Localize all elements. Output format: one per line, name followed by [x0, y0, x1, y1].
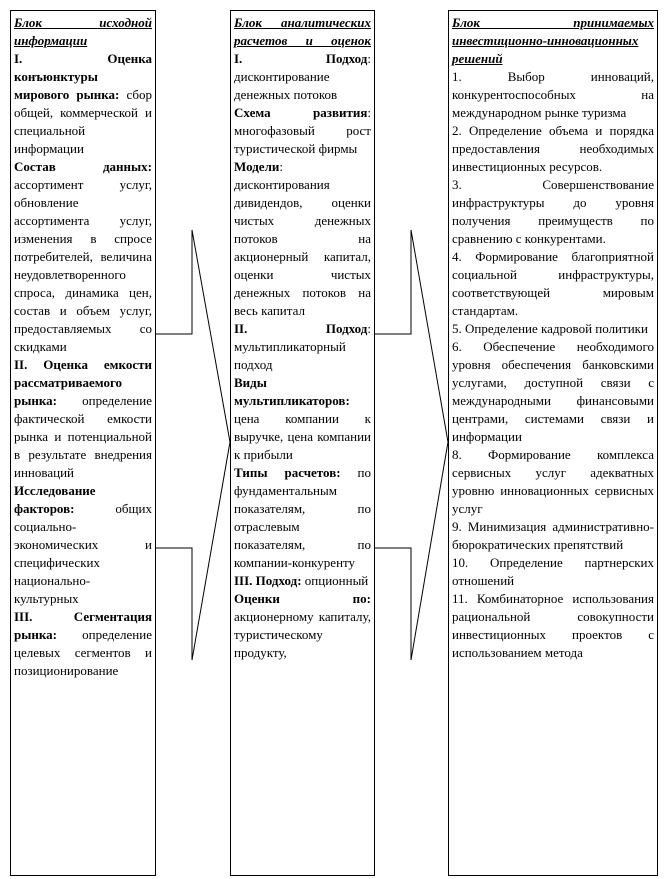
box3-item-4: 4. Формирование благоприятной социальной инфраструктуры, соответствующей мировым стандартам.: [452, 249, 654, 318]
connector-top-right: [375, 230, 448, 442]
connector-bottom-left: [156, 442, 230, 660]
source-info-title: Блок исходной информации: [14, 15, 152, 48]
box1-item-1: I. Оценка конъюнктуры мирового рынка: сбор общей, коммерческой и специальной информации: [14, 51, 152, 156]
box2-item-1: I. Подход: дисконтирование денежных потоков: [234, 51, 371, 102]
box3-item-1: 1. Выбор инноваций, конкурентоспособных на международном рынке туризма: [452, 69, 654, 120]
box2-item-4: II. Подход: мультипликаторный подход: [234, 321, 371, 372]
box1-item-3: II. Оценка емкости рассматриваемого рынка: определение фактической емкости рынка и потенциальной в результате внедрения инноваций: [14, 357, 152, 480]
box3-item-5: 5. Определение кадровой политики: [452, 321, 648, 336]
box3-item-9: 9. Минимизация административно-бюрократических препятствий: [452, 519, 654, 552]
box3-item-11: 11. Комбинаторное использования рациональной совокупности инвестиционных проектов с использованием метода: [452, 591, 654, 660]
box2-item-3: Модели: дисконтирования дивидендов, оценки чистых денежных потоков на акционерный капитал, оценки чистых денежных потоков на весь капитал: [234, 159, 371, 318]
box3-item-10: 10. Определение партнерских отношений: [452, 555, 654, 588]
box2-item-8: Оценки по: акционерному капиталу, туристическому продукту,: [234, 591, 371, 660]
box3-item-8: 8. Формирование комплекса сервисных услуг адекватных уровню инновационных сервисных услуг: [452, 447, 654, 516]
source-info-block: [10, 10, 156, 876]
decisions-block: [448, 10, 658, 876]
box2-item-6: Типы расчетов: по фундаментальным показателям, по отраслевым показателям, по компании-конкуренту: [234, 465, 371, 570]
box3-item-6: 6. Обеспечение необходимого уровня обеспечения банковскими услугами, доступной связи с международными финансовыми центрами, системами связи и информации: [452, 339, 654, 444]
box3-item-2: 2. Определение объема и порядка предоставления необходимых инвестиционных ресурсов.: [452, 123, 654, 174]
box1-item-4: Исследование факторов: общих социально-экономических и специфических национально-культурных: [14, 483, 152, 606]
box2-item-5: Виды мультипликаторов: цена компании к выручке, цена компании к прибыли: [234, 375, 371, 462]
box1-item-2: Состав данных: ассортимент услуг, обновление ассортимента услуг, изменения в спросе потребителей, величина неудовлетворенного спроса, динамика цен, состав и объем услуг, предоставляемых со скидками: [14, 159, 152, 354]
box2-item-7: III. Подход: опционный: [234, 573, 369, 588]
decisions-title: Блок принимаемых инвестиционно-инновационных решений: [452, 15, 654, 66]
analytics-title: Блок аналитических расчетов и оценок: [234, 15, 371, 48]
connector-top-left: [156, 230, 230, 442]
box2-item-2: Схема развития: многофазовый рост туристической фирмы: [234, 105, 371, 156]
connector-bottom-right: [375, 442, 448, 660]
analytics-block: [230, 10, 375, 876]
box1-item-5: III. Сегментация рынка: определение целевых сегментов и позиционирование: [14, 609, 152, 678]
box3-item-3: 3. Совершенствование инфраструктуры до уровня получения преимуществ по сравнению с конкурентами.: [452, 177, 654, 246]
